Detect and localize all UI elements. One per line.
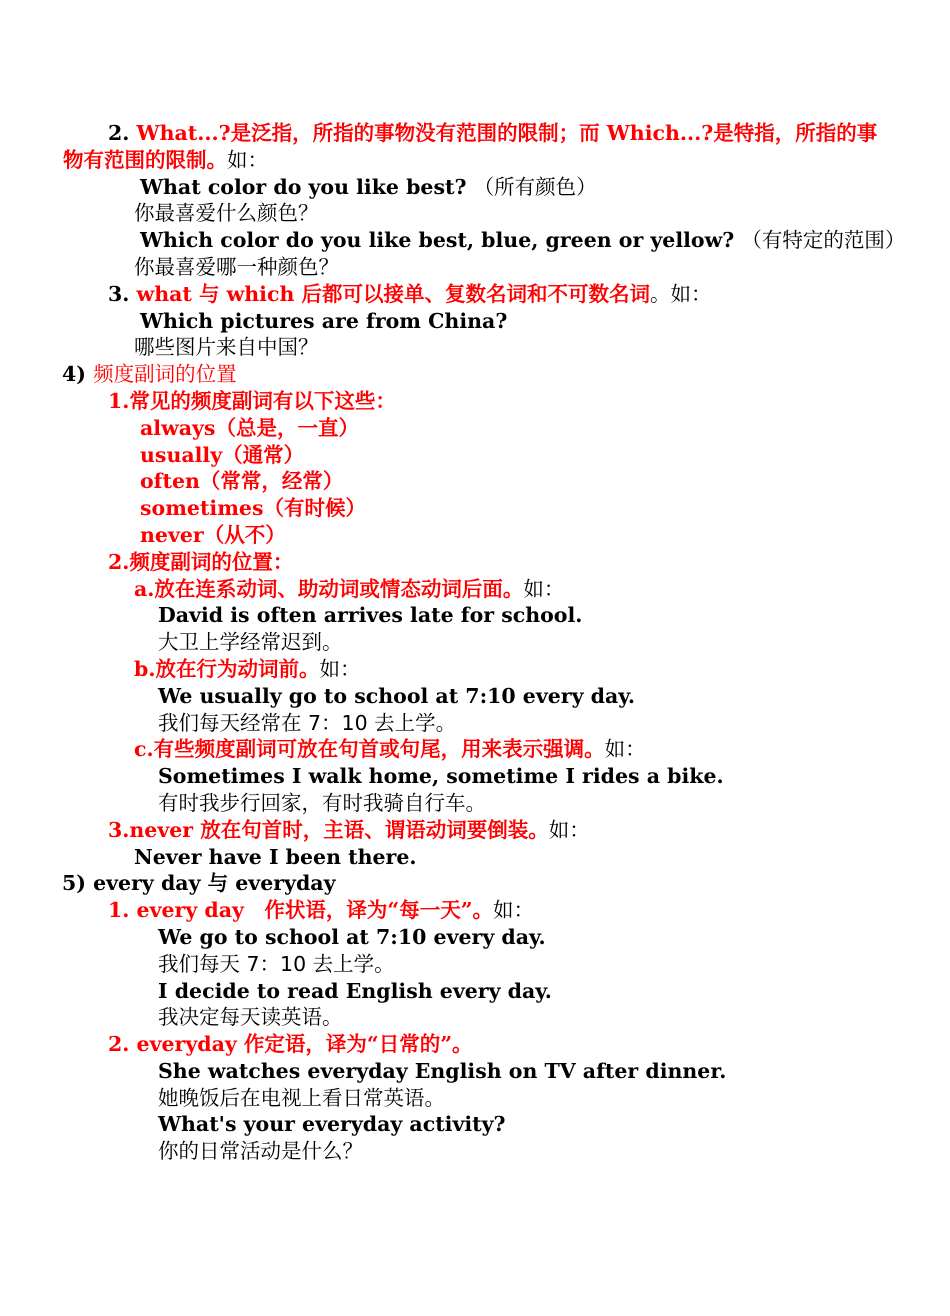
body-text: I decide to read English every day. [158, 978, 552, 1003]
body-text: She watches everyday English on TV after dinner. [158, 1058, 727, 1083]
highlight-text: often（常常，经常） [140, 469, 344, 494]
highlight-text: What...?是泛指，所指的事物没有范围的限制；而 Which...?是特指，所指的事物有范围的限制。 [63, 121, 878, 172]
text-line [0, 361, 950, 388]
body-text: （所有颜色） [473, 174, 597, 199]
body-text: Sometimes I walk home, sometime I rides a bike. [158, 764, 724, 789]
text-line [0, 683, 950, 710]
text-line [0, 388, 950, 415]
highlight-text: 3.never 放在句首时，主语、谓语动词要倒装。 [108, 817, 549, 842]
body-text: We usually go to school at 7:10 every day. [158, 683, 635, 708]
text-line [0, 415, 950, 442]
text-line [0, 495, 950, 522]
text-line [0, 897, 950, 924]
body-text: 她晚饭后在电视上看日常英语。 [158, 1085, 445, 1110]
body-text: 有时我步行回家，有时我骑自行车。 [158, 790, 486, 815]
body-text: （有特定的范围） [741, 228, 906, 253]
text-line [0, 656, 950, 683]
highlight-text: 1.常见的频度副词有以下这些： [108, 388, 396, 413]
highlight-text: never（从不） [140, 522, 286, 547]
text-line [0, 817, 950, 844]
body-text: What's your everyday activity? [158, 1112, 506, 1137]
text-line [0, 254, 950, 281]
body-text: 3. [108, 281, 137, 306]
highlight-text: 频度副词的位置 [93, 362, 237, 387]
body-text: 4) [62, 362, 94, 387]
body-text: 哪些图片来自中国？ [134, 335, 319, 360]
text-line [0, 602, 950, 629]
text-line [0, 870, 950, 897]
body-text: What color do you like best? [140, 174, 474, 199]
body-text: David is often arrives late for school. [158, 603, 583, 628]
text-line [0, 1004, 950, 1031]
body-text: 如： [227, 147, 268, 172]
text-line [0, 1031, 950, 1058]
text-line [0, 924, 950, 951]
body-text: 你最喜爱什么颜色？ [134, 201, 319, 226]
body-text: 如： [604, 737, 646, 762]
highlight-text: b.放在行为动词前。 [134, 656, 320, 681]
text-line [0, 200, 950, 227]
body-text: 我们每天经常在 7：10 去上学。 [158, 710, 457, 735]
text-line [0, 1085, 950, 1112]
body-text: 你最喜爱哪一种颜色？ [134, 254, 339, 279]
body-text: Never have I been there. [134, 844, 417, 869]
highlight-text: a.放在连系动词、助动词或情态动词后面。 [134, 576, 524, 601]
body-text: 2. [108, 121, 137, 145]
highlight-text: 2. everyday 作定语，译为“日常的”。 [108, 1032, 473, 1057]
text-line [0, 629, 950, 656]
highlight-text: c.有些频度副词可放在句首或句尾，用来表示强调。 [134, 737, 605, 762]
text-line [0, 281, 950, 308]
text-line [0, 576, 950, 603]
body-text: Which pictures are from China? [140, 308, 508, 333]
body-text: 你的日常活动是什么？ [158, 1139, 363, 1164]
text-line [0, 1138, 950, 1165]
body-text: 大卫上学经常迟到。 [158, 630, 343, 655]
body-text: 如： [548, 817, 590, 842]
body-text: 如： [493, 898, 534, 923]
text-line [0, 790, 950, 817]
body-text: 如： [523, 576, 565, 601]
text-line [0, 1058, 950, 1085]
text-line [0, 308, 950, 335]
highlight-text: always（总是，一直） [140, 415, 359, 440]
highlight-text: 1. every day 作状语，译为“每一天”。 [108, 898, 493, 923]
text-line [0, 468, 950, 495]
text-line [0, 174, 950, 201]
text-line [0, 978, 950, 1005]
text-line [0, 522, 950, 549]
document-body [0, 120, 950, 1165]
text-line [0, 1111, 950, 1138]
text-line [0, 763, 950, 790]
body-text: 如： [319, 656, 361, 681]
text-line [0, 334, 950, 361]
body-text: 5) every day 与 everyday [62, 871, 336, 896]
highlight-text: usually（通常） [140, 442, 305, 467]
highlight-text: 2.频度副词的位置： [108, 549, 294, 574]
text-line [0, 736, 950, 763]
body-text: 我们每天 7：10 去上学。 [158, 951, 395, 976]
text-line [0, 549, 950, 576]
text-line [0, 951, 950, 978]
body-text: We go to school at 7:10 every day. [158, 924, 546, 949]
text-line [0, 844, 950, 871]
highlight-text: sometimes（有时候） [140, 496, 366, 521]
body-text: 。如： [650, 281, 712, 306]
text-line [0, 227, 950, 254]
text-line [0, 710, 950, 737]
highlight-text: what 与 which 后都可以接单、复数名词和不可数名词 [136, 281, 650, 306]
body-text: Which color do you like best, blue, green or yellow? [140, 228, 742, 253]
body-text: 我决定每天读英语。 [158, 1005, 343, 1030]
text-line [0, 120, 893, 174]
text-line [0, 442, 950, 469]
